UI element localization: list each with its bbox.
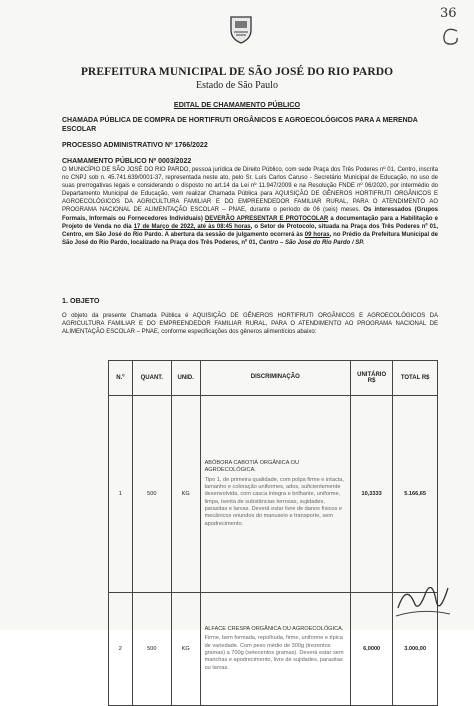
handwritten-initial-icon xyxy=(440,26,462,48)
intro-paragraph xyxy=(62,166,438,247)
row-quant: 500 xyxy=(132,396,171,593)
items-table xyxy=(108,360,438,706)
row-total: 5.166,65 xyxy=(393,396,438,593)
header-quant: QUANT. xyxy=(132,361,171,396)
table-header-row xyxy=(109,361,438,396)
intro-hour: 09 horas xyxy=(304,231,330,238)
intro-date: 17 de Março de 2022, até às 08:45 horas xyxy=(133,223,251,230)
row-description xyxy=(200,593,350,706)
row-description xyxy=(200,396,350,593)
objeto-paragraph: O objeto da presente Chamada Pública é AQUISIÇÃO DE GÊNEROS HORTIFRUTI ORGÂNICOS E AGROECOLÓGICOS DA AGRICULTURA FAMILIAR E DO EMPREENDEDOR FAMILIAR RURAL, PARA O ATENDIMENTO AO PROGRAMA NACIONAL DE ALIMENTAÇÃO ESCOLAR – PNAE, conforme especificações dos gêneros alimentícios abaixo: xyxy=(62,313,438,336)
row-description-body: Tipo 1, de primeira qualidade, com polpa firme e intacta, tamanho e coloração uniformes, ados, suficientemente desenvolvida, com casca íntegra e brilhante, uniforme, limpa, isenta de substâncias terrosas, sujidades, parasitas e larvas. Deverá estar livre de danos físicos e mecânicos oriundos do manuseio e transporte, sem apodrecimento. xyxy=(204,476,344,527)
chamada-publica-title: CHAMADA PÚBLICA DE COMPRA DE HORTIFRUTI ORGÂNICOS E AGROECOLÓGICOS PARA A MERENDA ESCOLAR xyxy=(62,117,418,133)
intro-text-2: Os interessados (Grupos Formais, Informais ou Fornecedores Individuais) xyxy=(62,207,438,222)
intro-text-4: a documentação para a Habilitação e Projeto de Venda no dia xyxy=(62,215,438,230)
row-quant: 500 xyxy=(132,593,171,706)
row-no: 2 xyxy=(109,593,133,706)
intro-text-3: DEVERÃO APRESENTAR E PROTOCOLAR xyxy=(204,215,329,222)
intro-text-8: , no Prédio da Prefeitura Municipal de São José do Rio Pardo, localizado na Praça dos Três Poderes, nº 01, xyxy=(62,231,439,246)
header-no: N.º xyxy=(109,361,133,396)
header-discriminacao: DISCRIMINAÇÃO xyxy=(200,361,350,396)
row-unit-price: 10,3333 xyxy=(350,396,392,593)
page-subtitle: Estado de São Paulo xyxy=(196,80,278,91)
intro-text-6: , o Setor de Protocolo, situada na Praça dos Três Poderes nº 01, Centro, em São José do Rio Pardo. A abertura da sessão de julgamento ocorrerá às xyxy=(62,223,439,238)
row-no: 1 xyxy=(109,396,133,593)
intro-text-9: Centro – São José do Rio Pardo / SP. xyxy=(258,239,365,246)
edital-title: EDITAL DE CHAMAMENTO PÚBLICO xyxy=(173,100,301,109)
city-crest-icon xyxy=(228,14,254,44)
row-total: 3.000,00 xyxy=(393,593,438,706)
row-unit-price: 6,0000 xyxy=(350,593,392,706)
row-description-title: ALFACE CRESPA ORGÂNICA OU AGROECOLÓGICA. xyxy=(204,626,344,633)
page-title: PREFEITURA MUNICIPAL DE SÃO JOSÉ DO RIO PARDO xyxy=(80,66,394,78)
row-unid: KG xyxy=(171,396,200,593)
table-row xyxy=(109,593,438,706)
header-unitario: UNITÁRIO R$ xyxy=(350,361,392,396)
handwritten-page-number: 36 xyxy=(440,6,457,21)
row-description-title: ABÓBORA CABOTIÁ ORGÂNICA OU AGROECOLÓGICA. xyxy=(204,460,300,474)
objeto-heading: 1. OBJETO xyxy=(62,296,100,305)
intro-text-1: O MUNICÍPIO DE SÃO JOSÉ DO RIO PARDO, pessoa jurídica de Direito Público, com sede Praça dos Três Poderes nº 01, Centro, inscrita no CNPJ sob n. 45.741.639/0001-37, representada neste ato, pelo Sr. Luís Carlos Caruso - Secretário Municipal de Educação, no uso de suas prerrogativas legais e considerando o disposto no art.14 da Lei nº 11.947/2009 e na Resolução FNDE nº 06/2020, por intermédio do Departamento Municipal de Educação, vem realizar Chamada Pública para AQUISIÇÃO DE GÊNEROS HORTIFRUTI ORGÂNICOS E AGROECOLÓGICOS DA AGRICULTURA FAMILIAR E DO EMPREENDEDOR FAMILIAR RURAL, PARA O ATENDIMENTO AO PROGRAMA NACIONAL DE ALIMENTAÇÃO ESCOLAR – PNAE, durante o período de 06 (seis) meses. xyxy=(62,167,438,214)
row-unid: KG xyxy=(171,593,200,706)
table-row xyxy=(109,396,438,593)
row-description-body: Firme, bem formada, repolhuda, firme, uniforme e típica de variedade. Com peso médio de 300g (trezentos gramas) a 700g (setecentos gramas). Deverá estar sem manchas e apodrecimento, livre de sujidades, parasitas ou larvas. xyxy=(204,635,344,671)
processo-number: PROCESSO ADMINISTRATIVO Nº 1766/2022 xyxy=(62,142,208,149)
handwritten-signature-icon xyxy=(392,578,452,622)
header-total: TOTAL R$ xyxy=(393,361,438,396)
chamamento-number: CHAMAMENTO PÚBLICO Nº 0003/2022 xyxy=(62,158,192,165)
header-unid: UNID. xyxy=(171,361,200,396)
